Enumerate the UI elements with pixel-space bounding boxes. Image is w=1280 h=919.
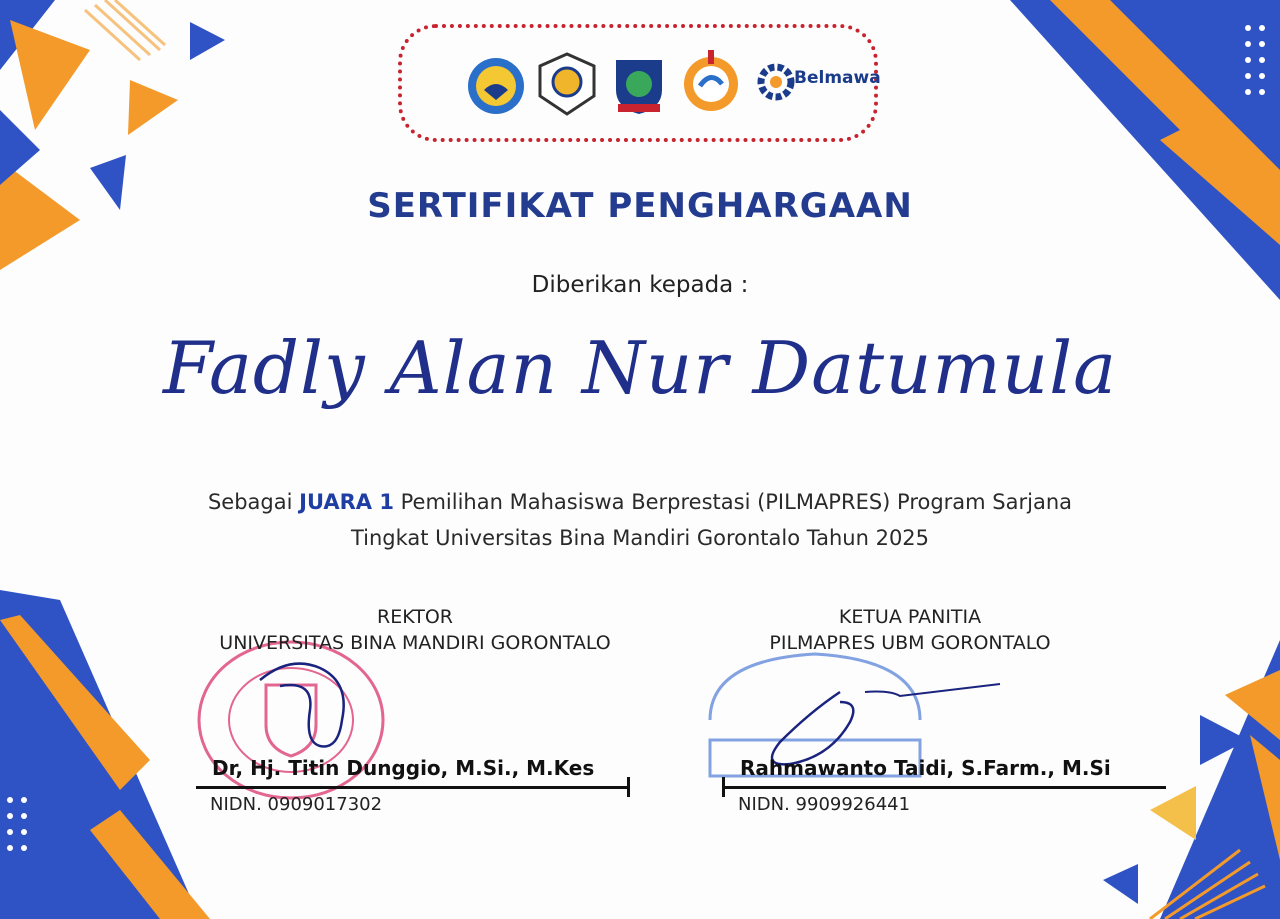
committee-role-line-2: PILMAPRES UBM GORONTALO <box>769 632 1051 654</box>
description-line-2: Tingkat Universitas Bina Mandiri Gorontalo Tahun 2025 <box>350 526 930 550</box>
gear-icon <box>756 62 796 102</box>
description-line-1-rest: Pemilihan Mahasiswa Berprestasi (PILMAPRES) Program Sarjana <box>400 490 1073 514</box>
description-prefix: Sebagai <box>207 490 293 514</box>
rank-label: JUARA 1 <box>299 490 394 514</box>
university-crest-logo <box>536 52 598 116</box>
pilmapres-logo <box>680 48 742 114</box>
rector-role <box>160 604 670 656</box>
rector-signature-line <box>196 786 630 789</box>
description-line-1 <box>0 490 1280 514</box>
committee-chair-name: Rahmawanto Taidi, S.Farm., M.Si <box>740 756 1111 780</box>
committee-signature-line <box>722 786 1166 789</box>
rector-name: Dr, Hj. Titin Dunggio, M.Si., M.Kes <box>212 756 595 780</box>
recipient-name: Fadly Alan Nur Datumula <box>162 326 1118 410</box>
belmawa-logo <box>756 60 881 104</box>
belmawa-logo-text: Belmawa <box>794 68 881 88</box>
rector-role-line-1: REKTOR <box>377 606 453 628</box>
committee-role <box>700 604 1120 656</box>
certificate-title: SERTIFIKAT PENGHARGAAN <box>367 186 913 226</box>
rector-nidn: NIDN. 0909017302 <box>210 794 383 815</box>
kemendikbud-logo <box>466 56 526 116</box>
rector-signature <box>250 650 380 760</box>
committee-role-line-1: KETUA PANITIA <box>838 606 982 628</box>
rector-role-line-2: UNIVERSITAS BINA MANDIRI GORONTALO <box>219 632 611 654</box>
given-to-label: Diberikan kepada : <box>531 272 749 298</box>
ubm-shield-logo <box>612 56 666 116</box>
committee-chair-nidn: NIDN. 9909926441 <box>738 794 911 815</box>
